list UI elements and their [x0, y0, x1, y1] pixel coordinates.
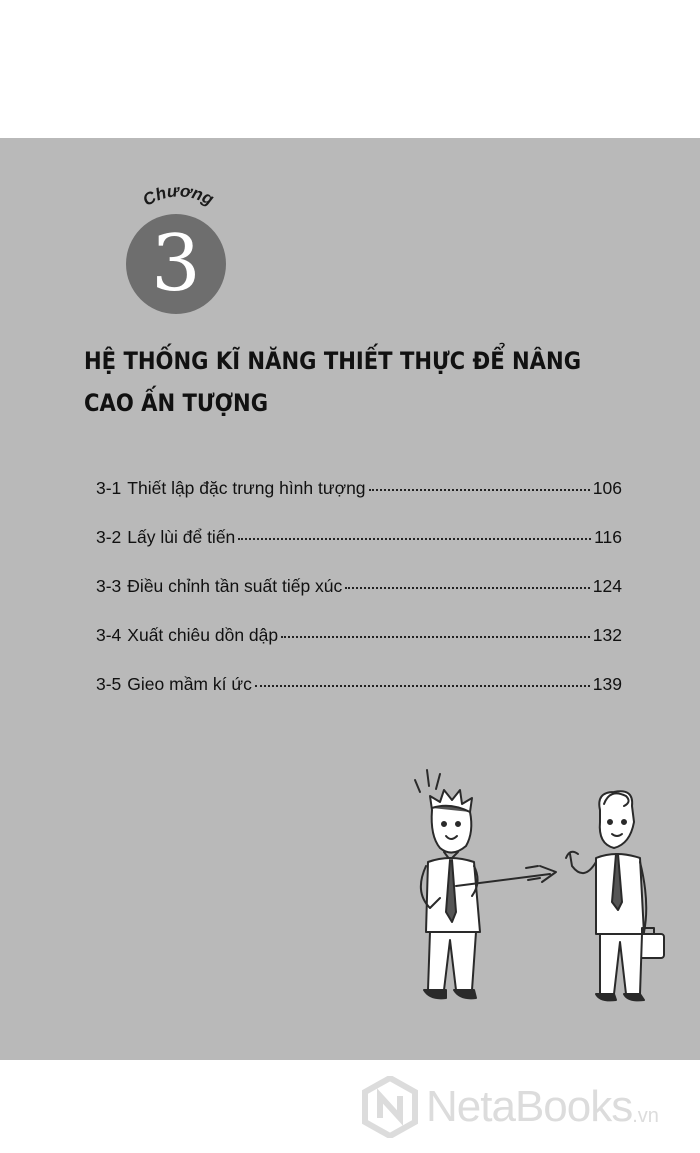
cartoon-illustration [400, 762, 670, 1012]
toc-entry[interactable] [96, 625, 622, 674]
toc-page-number: 139 [592, 674, 622, 694]
svg-text:Chương [140, 184, 218, 210]
dot-leader [369, 489, 590, 491]
toc-label: Thiết lập đặc trưng hình tượng [127, 478, 366, 498]
watermark-suffix: .vn [632, 1105, 659, 1127]
toc-number: 3-1 [96, 478, 122, 498]
chapter-word-text: Chương [139, 184, 217, 210]
toc-entry[interactable] [96, 527, 622, 576]
chapter-number-circle [126, 214, 226, 314]
watermark [362, 1076, 659, 1138]
chapter-title: HỆ THỐNG KĨ NĂNG THIẾT THỰC ĐỂ NÂNG CAO ẤN TƯỢNG [84, 347, 582, 417]
watermark-text: NetaBooks [426, 1082, 633, 1131]
toc-page-number: 106 [592, 478, 622, 498]
toc-entry[interactable] [96, 576, 622, 625]
toc-entry[interactable] [96, 674, 622, 723]
netabooks-logo-icon [362, 1076, 418, 1138]
dot-leader [281, 636, 590, 638]
toc-label: Gieo mầm kí ức [127, 674, 252, 694]
toc-label: Lấy lùi để tiến [127, 527, 236, 547]
toc-page-number: 132 [592, 625, 622, 645]
chapter-word [134, 184, 224, 214]
table-of-contents [96, 478, 622, 723]
surprised-man-figure [421, 790, 480, 998]
toc-page-number: 116 [594, 527, 622, 547]
toc-label: Xuất chiêu dồn dập [127, 625, 279, 645]
surprise-marks-icon [415, 770, 440, 792]
toc-number: 3-2 [96, 527, 122, 547]
dot-leader [345, 587, 590, 589]
toc-number: 3-4 [96, 625, 122, 645]
waving-man-figure [566, 791, 664, 1000]
toc-entry[interactable] [96, 478, 622, 527]
chapter-number: 3 [151, 219, 201, 309]
dot-leader [238, 538, 591, 540]
dot-leader [255, 685, 590, 687]
toc-label: Điều chỉnh tần suất tiếp xúc [127, 576, 343, 596]
toc-number: 3-3 [96, 576, 122, 596]
toc-page-number: 124 [592, 576, 622, 596]
toc-number: 3-5 [96, 674, 122, 694]
